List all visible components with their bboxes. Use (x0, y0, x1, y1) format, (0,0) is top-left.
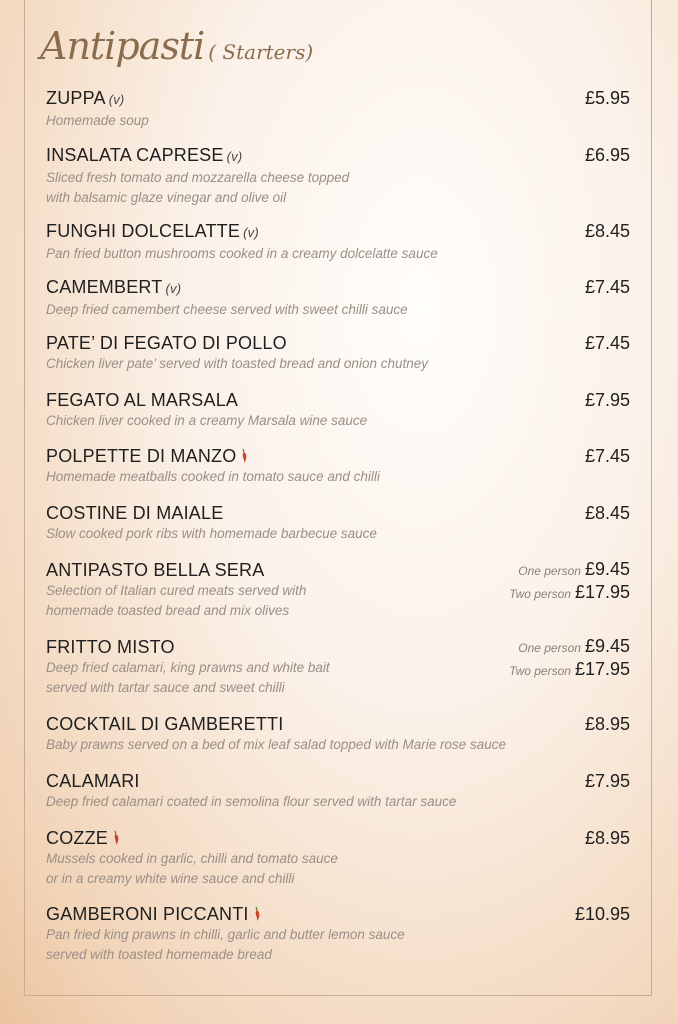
item-description: Mussels cooked in garlic, chilli and tomato sauce or in a creamy white wine sauce and chilli (46, 851, 338, 886)
section-title: Antipasti (40, 24, 205, 68)
chilli-icon (239, 448, 249, 464)
vegetarian-marker: (v) (165, 281, 182, 296)
item-description: Selection of Italian cured meats served with homemade toasted bread and mix olives (46, 583, 307, 618)
price-label: One person (518, 564, 581, 578)
item-description: Slow cooked pork ribs with homemade barbecue sauce (46, 526, 377, 541)
item-description: Chicken liver pate’ served with toasted bread and onion chutney (46, 356, 428, 371)
price-label: Two person (509, 587, 571, 601)
menu-item-cozze (46, 827, 630, 889)
item-price: £9.45 (584, 559, 630, 579)
item-prices (509, 559, 630, 605)
chilli-icon (111, 830, 121, 846)
item-description: Homemade meatballs cooked in tomato sauce and chilli (46, 469, 380, 484)
item-description: Chicken liver cooked in a creamy Marsala wine sauce (46, 413, 368, 428)
item-price: £8.95 (584, 828, 630, 848)
menu-item-pate-di-fegato (46, 332, 630, 374)
item-price: £7.45 (584, 277, 630, 297)
vegetarian-marker: (v) (243, 225, 259, 240)
item-price: £7.45 (584, 446, 630, 466)
item-name: CAMEMBERT (v) (46, 277, 182, 297)
item-name: GAMBERONI PICCANTI (46, 903, 630, 925)
item-name: COCKTAIL DI GAMBERETTI (46, 714, 284, 734)
item-price: £6.95 (584, 145, 630, 165)
item-price: £10.95 (574, 904, 630, 924)
item-description: Deep fried calamari, king prawns and white bait served with tartar sauce and sweet chilli (46, 660, 330, 695)
item-name: POLPETTE DI MANZO (46, 445, 630, 467)
item-price: £9.45 (584, 636, 630, 656)
item-name: ANTIPASTO BELLA SERA (46, 560, 265, 580)
item-name: COSTINE DI MAIALE (46, 503, 224, 523)
menu-item-costine-di-maiale (46, 502, 630, 544)
item-prices (509, 636, 630, 682)
menu-item-antipasto-bella-sera (46, 559, 630, 621)
item-price: £8.45 (584, 221, 630, 241)
menu-item-cocktail-di-gamberetti (46, 713, 630, 755)
item-name: COZZE (46, 827, 630, 849)
item-name: FUNGHI DOLCELATTE (v) (46, 221, 259, 241)
vegetarian-marker: (v) (108, 92, 125, 107)
menu-item-funghi-dolcelatte (46, 220, 630, 264)
menu-item-camembert (46, 276, 630, 320)
item-name: PATE’ DI FEGATO DI POLLO (46, 333, 287, 353)
item-name: FEGATO AL MARSALA (46, 390, 239, 410)
item-name: CALAMARI (46, 771, 140, 791)
item-name: INSALATA CAPRESE (v) (46, 145, 243, 165)
item-description: Sliced fresh tomato and mozzarella cheese topped with balsamic glaze vinegar and olive oil (46, 170, 350, 205)
menu-item-insalata-caprese (46, 144, 630, 208)
item-description: Homemade soup (46, 113, 149, 128)
menu-item-fritto-misto (46, 636, 630, 698)
item-price: £7.95 (584, 390, 630, 410)
item-price: £8.95 (584, 714, 630, 734)
menu-item-calamari (46, 770, 630, 812)
chilli-icon (252, 906, 262, 922)
item-description: Deep fried camembert cheese served with sweet chilli sauce (46, 302, 408, 317)
item-description: Deep fried calamari coated in semolina flour served with tartar sauce (46, 794, 457, 809)
item-description: Pan fried button mushrooms cooked in a creamy dolcelatte sauce (46, 246, 438, 261)
menu-item-polpette-di-manzo (46, 445, 630, 487)
item-name: ZUPPA (v) (46, 88, 125, 108)
vegetarian-marker: (v) (226, 149, 243, 164)
price-label: One person (518, 641, 581, 655)
item-name: FRITTO MISTO (46, 637, 175, 657)
item-price: £7.95 (584, 771, 630, 791)
menu-item-gamberoni-piccanti (46, 903, 630, 965)
item-price: £17.95 (574, 659, 630, 679)
menu-item-fegato-al-marsala (46, 389, 630, 431)
item-description: Pan fried king prawns in chilli, garlic and butter lemon sauce served with toasted homemade bread (46, 927, 405, 962)
section-subtitle: ( Starters) (208, 40, 314, 64)
item-description: Baby prawns served on a bed of mix leaf salad topped with Marie rose sauce (46, 737, 507, 752)
menu-item-zuppa (46, 87, 630, 131)
item-price: £17.95 (574, 582, 630, 602)
item-price: £5.95 (584, 88, 630, 108)
section-heading (40, 24, 313, 68)
item-price: £7.45 (584, 333, 630, 353)
item-price: £8.45 (584, 503, 630, 523)
price-label: Two person (509, 664, 571, 678)
